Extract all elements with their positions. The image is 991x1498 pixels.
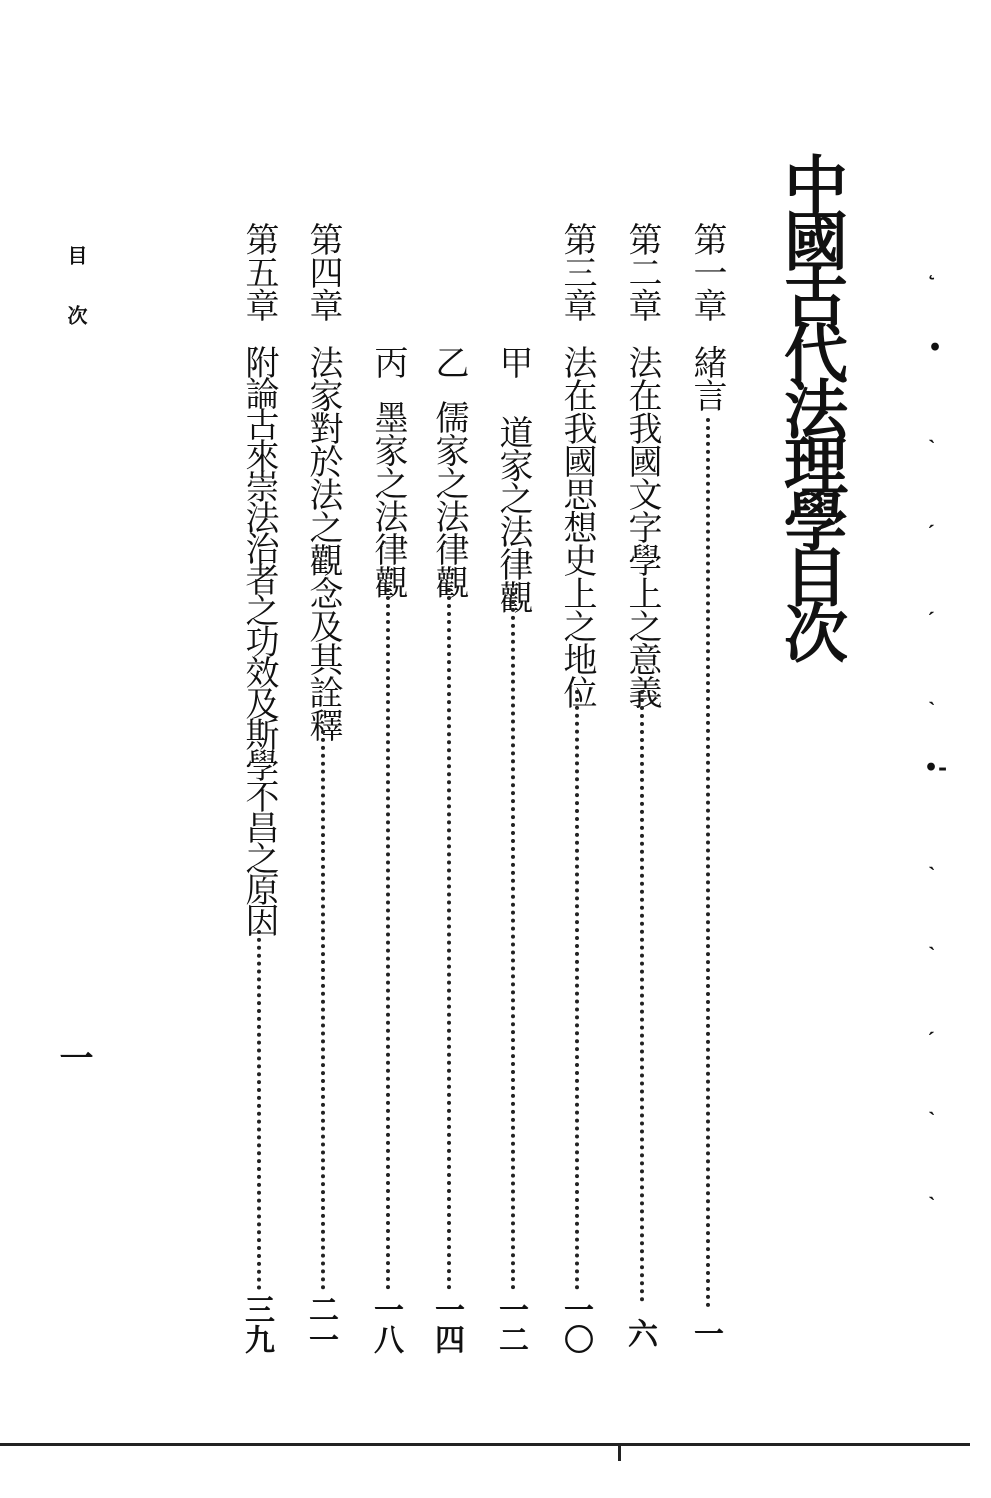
toc-chapter-4-page: 二一 bbox=[303, 1294, 338, 1354]
binding-mark: ˏ bbox=[928, 1010, 936, 1036]
running-header: 目次 bbox=[64, 245, 88, 365]
toc-leader-8 bbox=[257, 930, 261, 1290]
toc-leader-4 bbox=[511, 592, 515, 1290]
toc-chapter-4-title[interactable]: 法家對於法之觀念及其詮釋 bbox=[303, 345, 343, 741]
toc-leader-1 bbox=[706, 418, 710, 1308]
toc-chapter-1-title[interactable]: 緒言 bbox=[687, 345, 727, 411]
toc-section-bing-page: 一八 bbox=[368, 1294, 403, 1354]
binding-mark: ˏ bbox=[928, 503, 936, 529]
toc-section-bing-label: 丙 bbox=[368, 345, 408, 378]
toc-chapter-3-title[interactable]: 法在我國思想史上之地位 bbox=[557, 345, 597, 708]
toc-section-bing-title[interactable]: 墨家之法律觀 bbox=[368, 400, 408, 598]
toc-chapter-3-label: 第三章 bbox=[557, 222, 597, 321]
toc-leader-6 bbox=[386, 588, 390, 1290]
toc-section-jia-title[interactable]: 道家之法律觀 bbox=[493, 415, 533, 613]
page-title: 中國古代法理學目次 bbox=[773, 152, 848, 656]
bottom-rule-tick bbox=[618, 1443, 621, 1461]
binding-mark: ˛ bbox=[926, 255, 937, 281]
toc-section-yi-page: 一四 bbox=[429, 1294, 464, 1354]
toc-section-yi-label: 乙 bbox=[429, 345, 469, 378]
binding-mark: ˏ bbox=[928, 590, 936, 616]
toc-chapter-2-label: 第二章 bbox=[622, 222, 662, 321]
binding-mark: ˎ bbox=[928, 845, 936, 871]
binding-mark: ˎ bbox=[928, 680, 936, 706]
bottom-rule bbox=[0, 1443, 970, 1446]
toc-leader-7 bbox=[321, 730, 325, 1290]
binding-mark: ˎ bbox=[928, 418, 936, 444]
binding-mark: •- bbox=[924, 755, 948, 781]
binding-mark: ˎ bbox=[928, 1090, 936, 1116]
page-number: 一 bbox=[53, 1040, 93, 1074]
toc-section-jia-label: 甲 bbox=[493, 345, 533, 378]
toc-chapter-5-title[interactable]: 附論古來崇法治者之功效及斯學不昌之原因 bbox=[239, 345, 279, 934]
toc-section-yi-title[interactable]: 儒家之法律觀 bbox=[429, 400, 469, 598]
toc-chapter-5-page: 三九 bbox=[239, 1294, 274, 1354]
toc-leader-5 bbox=[447, 588, 451, 1290]
toc-chapter-3-page: 一〇 bbox=[558, 1294, 593, 1354]
toc-chapter-5-label: 第五章 bbox=[239, 222, 279, 321]
toc-chapter-1-page: 一 bbox=[688, 1318, 723, 1348]
toc-chapter-2-title[interactable]: 法在我國文字學上之意義 bbox=[622, 345, 662, 708]
binding-mark: ˎ bbox=[928, 925, 936, 951]
binding-mark: ˎ bbox=[928, 1175, 936, 1201]
toc-chapter-4-label: 第四章 bbox=[303, 222, 343, 321]
toc-chapter-2-page: 六 bbox=[622, 1318, 657, 1348]
binding-mark: • bbox=[928, 335, 943, 361]
toc-section-jia-page: 一二 bbox=[493, 1294, 528, 1354]
toc-chapter-1-label: 第一章 bbox=[687, 222, 727, 321]
toc-leader-2 bbox=[640, 690, 644, 1302]
toc-leader-3 bbox=[575, 690, 579, 1290]
